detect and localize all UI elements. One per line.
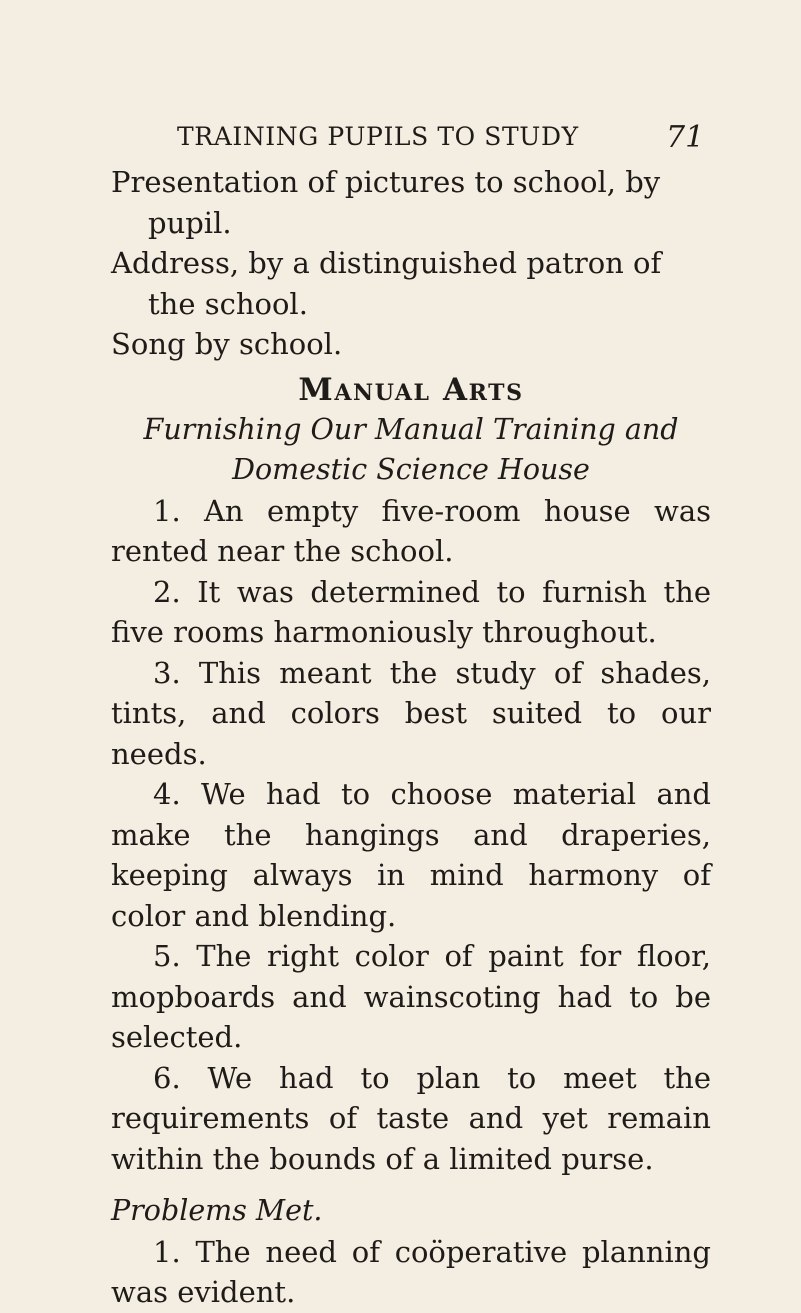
running-head-title: TRAINING PUPILS TO STUDY — [177, 122, 579, 151]
running-head — [0, 122, 801, 158]
section-subtitle: Furnishing Our Manual Training and Domestic Science House — [143, 412, 679, 486]
numbered-item: 5. The right color of paint for floor, mopboards and wainscoting had to be selected. — [111, 939, 711, 1054]
problems-item: 1. The need of coöperative planning was evident. — [111, 1234, 711, 1309]
numbered-item: 2. It was determined to furnish the five rooms harmoniously throughout. — [111, 574, 711, 649]
section-heading: Manual Arts — [298, 371, 524, 408]
program-item: Address, by a distinguished patron of the school. — [111, 246, 662, 321]
numbered-item: 1. An empty five-room house was rented near the school. — [111, 493, 711, 568]
page-number: 71 — [666, 120, 705, 155]
problems-heading: Problems Met. — [111, 1194, 323, 1227]
body-text — [111, 162, 711, 1313]
numbered-item: 4. We had to choose material and make the hangings and draperies, keeping always in mind harmony of color and blending. — [111, 777, 711, 933]
program-item: Presentation of pictures to school, by pupil. — [111, 165, 661, 240]
numbered-item: 6. We had to plan to meet the requirements of taste and yet remain within the bounds of a limited purse. — [111, 1060, 711, 1176]
numbered-item: 3. This meant the study of shades, tints, and colors best suited to our needs. — [111, 655, 711, 771]
program-item: Song by school. — [111, 327, 343, 361]
